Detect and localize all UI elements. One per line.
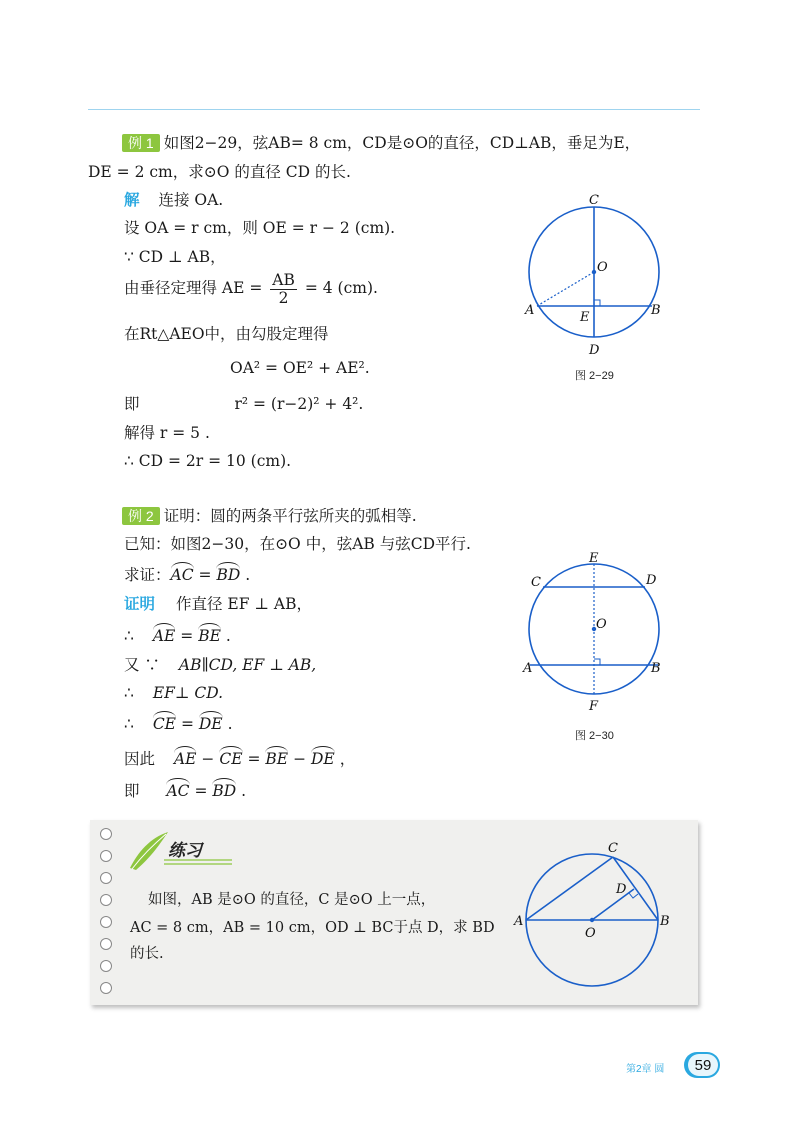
exercise-line3: 的长. xyxy=(130,946,164,962)
example1-step4: 由垂径定理得 AE = $\frac{AB}{2}$ = 4 (cm). xyxy=(124,270,378,307)
center-point xyxy=(592,270,596,274)
example1-solution: 解 连接 OA. xyxy=(124,191,224,209)
arc-bd-2: BD xyxy=(212,782,237,800)
chord-ac xyxy=(526,857,613,920)
label-o: O xyxy=(596,617,607,632)
example2-step-parallel: 又 ∵ AB∥CD, EF ⊥ AB, xyxy=(124,656,317,674)
example1-step6: OA² = OE² + AE². xyxy=(230,359,370,377)
figure-2-29 xyxy=(515,190,675,360)
label-e: E xyxy=(589,552,599,566)
label-o: O xyxy=(597,260,608,275)
example2-line1: 例 2 证明：圆的两条平行弦所夹的弧相等. xyxy=(122,506,417,526)
example1-step2: 设 OA = r cm，则 OE = r − 2 (cm). xyxy=(124,219,396,237)
label-d: D xyxy=(646,573,657,588)
example1-step9: ∴ CD = 2r = 10 (cm). xyxy=(124,452,292,470)
label-b: B xyxy=(651,303,661,318)
page-number-inner xyxy=(688,1054,718,1076)
example2-line2: 已知：如图2−30，在⊙O 中，弦AB 与弦CD平行. xyxy=(124,535,471,553)
label-f: F xyxy=(589,699,599,714)
exercise-figure xyxy=(510,838,678,998)
figure-2-29-caption: 图 2−29 xyxy=(575,370,614,382)
arc-ce: CE xyxy=(152,715,176,733)
segment-oa xyxy=(537,272,594,306)
label-c: C xyxy=(531,575,541,590)
arc-ae: AE xyxy=(152,627,176,645)
figure-2-30-caption: 图 2−30 xyxy=(575,730,614,742)
center-point xyxy=(590,918,594,922)
right-angle-mark xyxy=(629,893,638,898)
arc-be-2: BE xyxy=(265,750,289,768)
label-c: C xyxy=(589,193,599,208)
example1-step8: 解得 r = 5 . xyxy=(124,424,210,442)
arc-de: DE xyxy=(198,715,223,733)
right-angle-mark xyxy=(594,659,600,665)
label-a: A xyxy=(523,661,533,676)
label-a: A xyxy=(514,914,524,929)
exercise-title: 练习 xyxy=(168,841,202,860)
arc-de-2: DE xyxy=(311,750,335,768)
arc-ac: AC xyxy=(170,566,194,584)
example1-tag: 例 1 xyxy=(122,134,160,152)
example2-step-ce-de: ∴ CE = DE . xyxy=(124,715,233,733)
arc-ac-2: AC xyxy=(166,782,190,800)
right-angle-mark xyxy=(594,300,600,306)
solution-label: 解 xyxy=(124,192,140,209)
example2-step-ae-be: ∴ AE = BE . xyxy=(124,627,231,645)
example1-question-line2: DE = 2 cm，求⊙O 的直径 CD 的长. xyxy=(88,163,351,181)
example2-step-conclusion: 即 AC = BD . xyxy=(124,782,247,800)
segment-od xyxy=(592,889,634,920)
exercise-line2: AC = 8 cm，AB = 10 cm，OD ⊥ BC于点 D，求 BD xyxy=(130,920,495,936)
label-o: O xyxy=(585,926,596,941)
example1-question-line1: 例 1 如图2−29，弦AB= 8 cm，CD是⊙O的直径，CD⊥AB，垂足为E， xyxy=(122,133,640,153)
fraction-ab-over-2: $\frac{AB}{2}$ xyxy=(272,270,295,307)
label-d: D xyxy=(616,882,627,897)
arc-bd: BD xyxy=(216,566,241,584)
arc-ae-2: AE xyxy=(173,750,197,768)
arc-be: BE xyxy=(198,627,221,645)
example2-proof: 证明 作直径 EF ⊥ AB， xyxy=(124,595,312,613)
example2-step-hence: 因此 AE − CE = BE − DE ， xyxy=(124,750,356,768)
figure-2-30 xyxy=(515,552,675,722)
label-b: B xyxy=(651,661,661,676)
example1-step5: 在Rt△AEO中，由勾股定理得 xyxy=(124,325,329,343)
example2-tag: 例 2 xyxy=(122,507,160,525)
label-a: A xyxy=(525,303,535,318)
example1-step7: 即 r² = (r−2)² + 4². xyxy=(124,395,364,413)
label-b: B xyxy=(660,914,670,929)
header-rule xyxy=(88,109,700,110)
example2-step-ef-cd: ∴ EF⊥ CD. xyxy=(124,684,224,702)
label-e: E xyxy=(580,310,590,325)
label-c: C xyxy=(608,841,618,856)
arc-ce-2: CE xyxy=(219,750,243,768)
example2-line3: 求证：AC = BD . xyxy=(124,566,251,584)
page-number: 59 xyxy=(694,1057,712,1074)
exercise-line1: 如图，AB 是⊙O 的直径，C 是⊙O 上一点， xyxy=(148,892,436,908)
chapter-label: 第2章 圆 xyxy=(626,1064,665,1075)
label-d: D xyxy=(589,343,600,358)
proof-label: 证明 xyxy=(124,596,156,613)
example1-step3: ∵ CD ⊥ AB， xyxy=(124,248,226,266)
